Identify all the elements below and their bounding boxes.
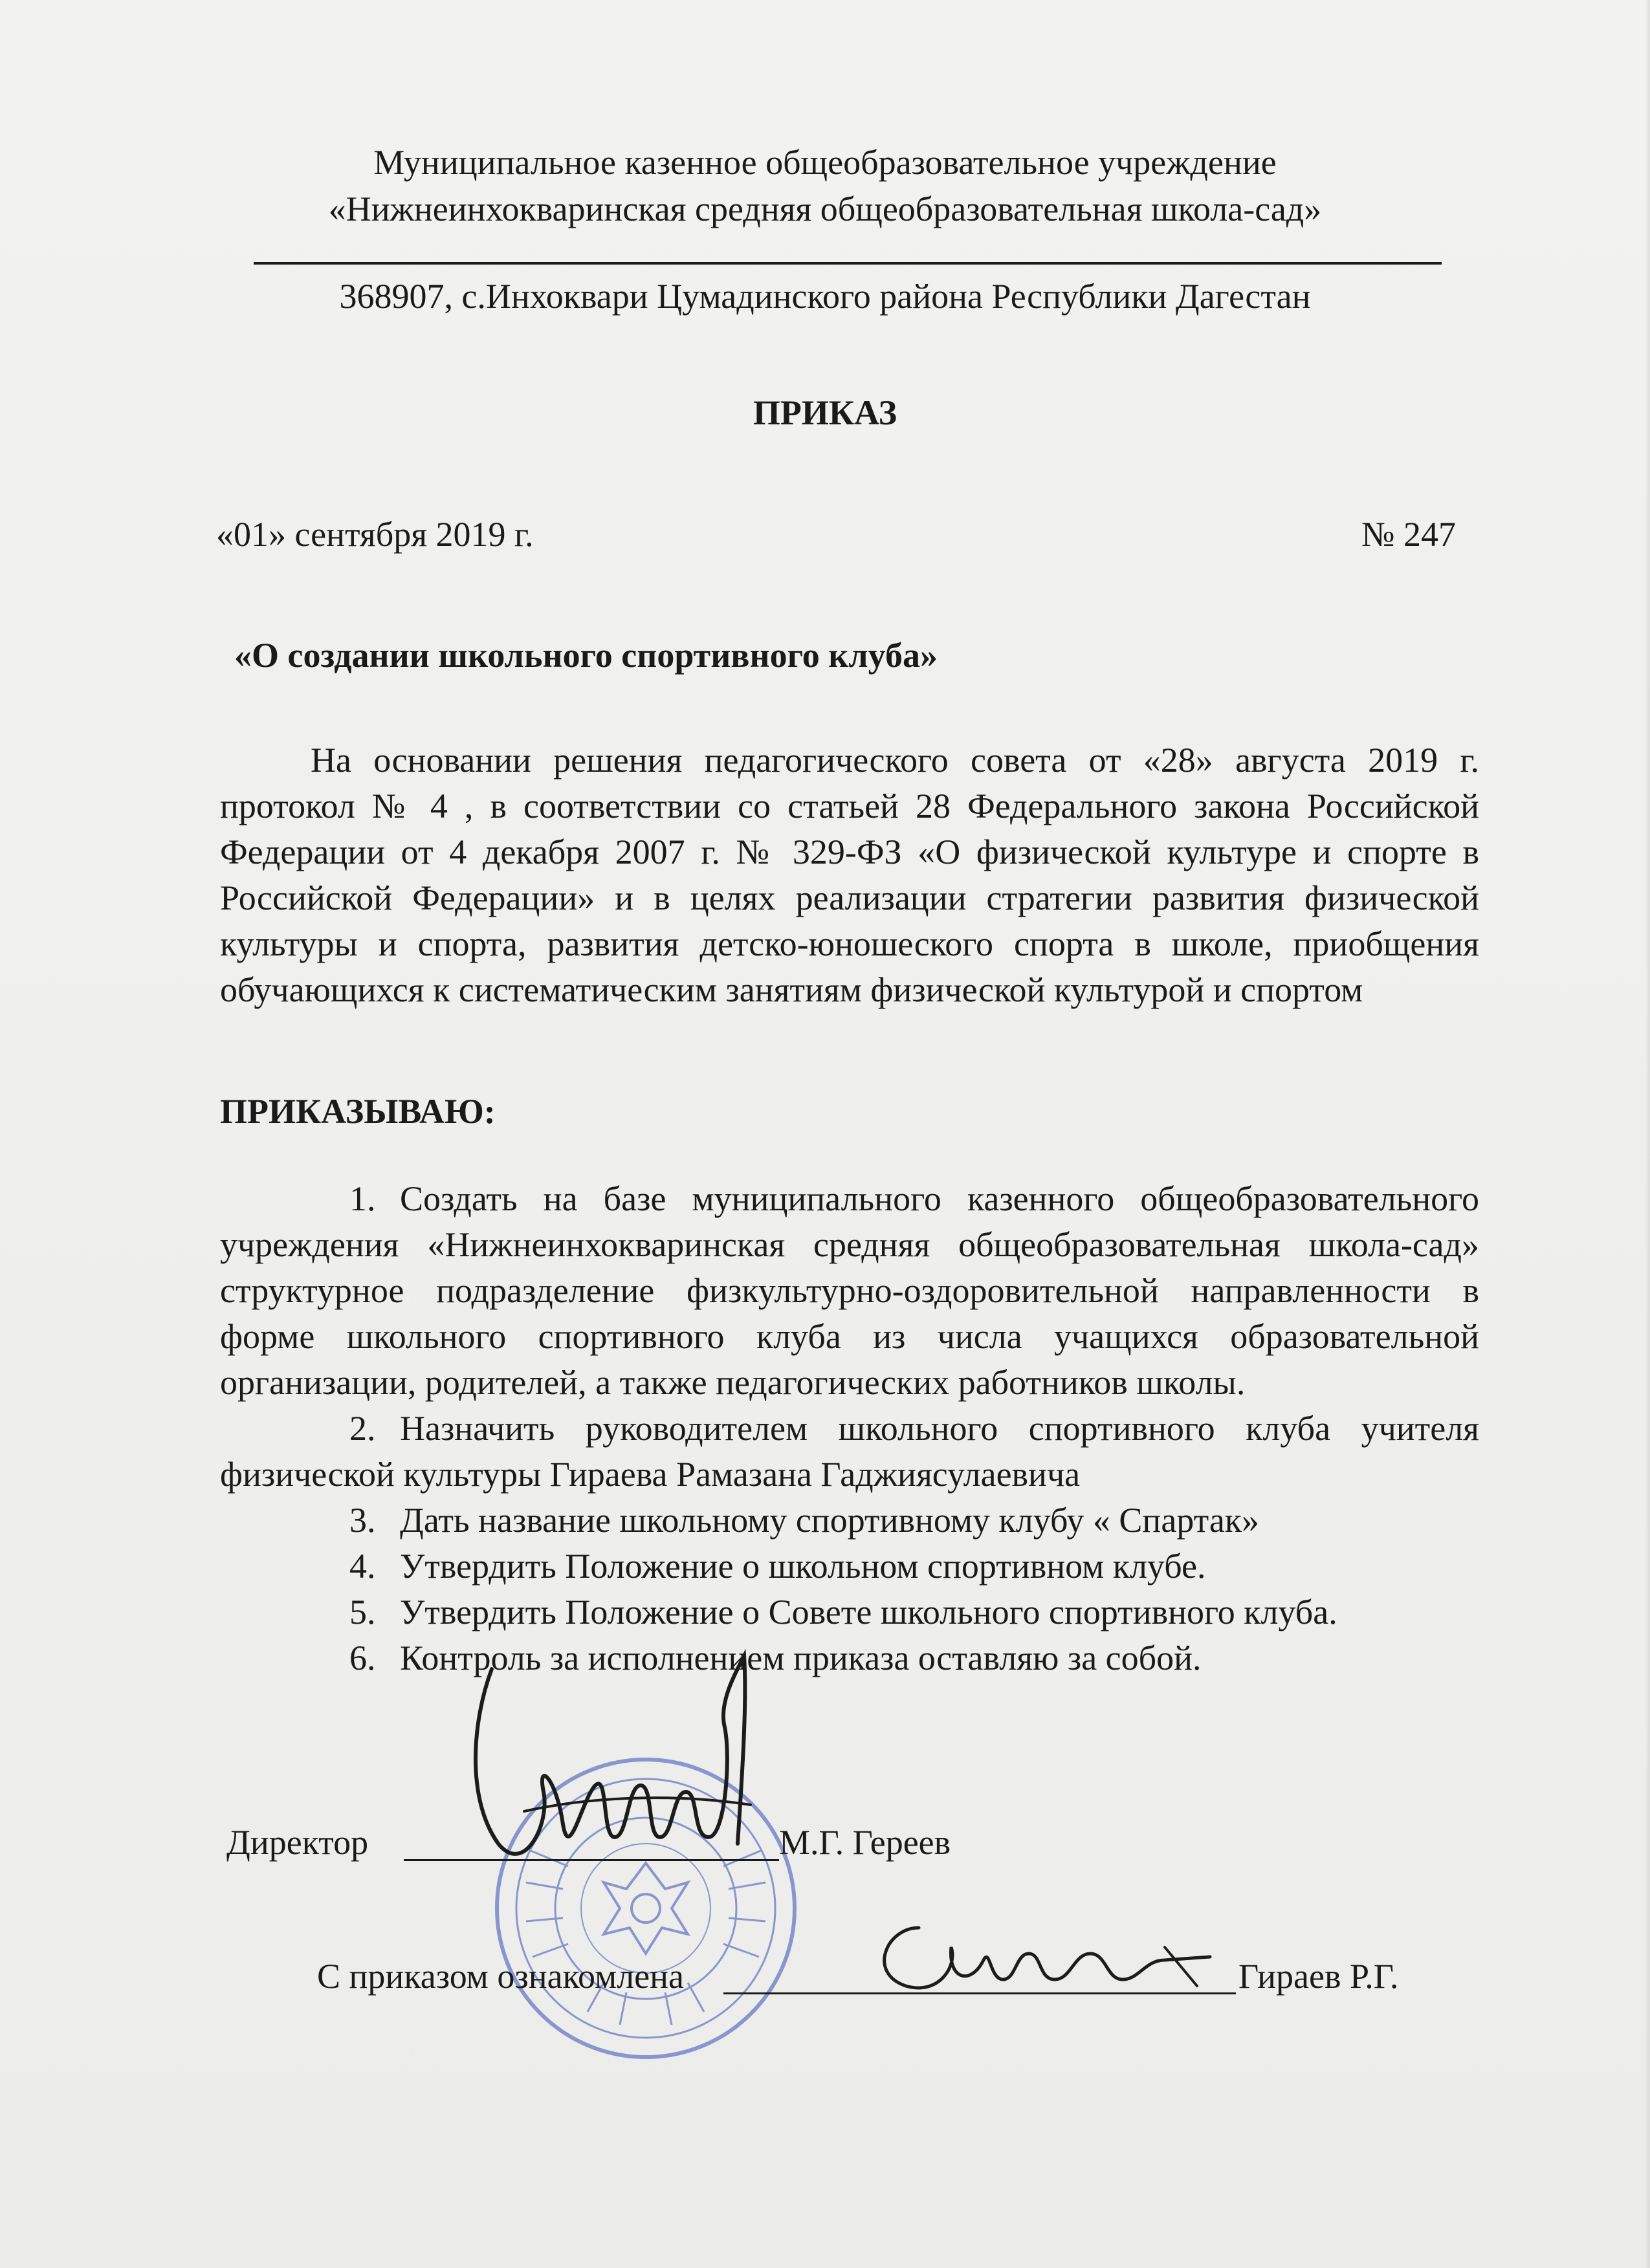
item-text: Контроль за исполнением приказа оставляю за собой. xyxy=(400,1639,1202,1677)
item-number: 1. xyxy=(349,1179,376,1218)
list-item xyxy=(220,1406,1479,1498)
acknowledgement-signature xyxy=(861,1889,1223,2018)
director-label: Директор xyxy=(226,1823,369,1862)
item-text: Создать на базе муниципального казенного общеобразовательного учреждения «Нижнеинхокваринская средняя общеобразовательная школа-сад» структурное подразделение физкультурно-оздоровительной направленности в форме школьного спортивного клуба из числа учащихся образовательной организации, родителей, а также педагогических работников школы. xyxy=(220,1179,1479,1402)
order-heading: ПРИКАЗЫВАЮ: xyxy=(220,1092,496,1131)
item-text: Утвердить Положение о школьном спортивном клубе. xyxy=(400,1547,1206,1586)
director-signature-line xyxy=(404,1859,779,1861)
acknowledgement-name: Гираев Р.Г. xyxy=(1238,1957,1399,1996)
item-number: 2. xyxy=(349,1409,376,1448)
item-text: Назначить руководителем школьного спортивного клуба учителя физической культуры Гираева Рамазана Гаджиясулаевича xyxy=(220,1409,1479,1494)
organization-name-line2: «Нижнеинхокваринская средняя общеобразовательная школа-сад» xyxy=(328,190,1322,228)
director-signature xyxy=(453,1630,815,1902)
item-number: 3. xyxy=(349,1501,376,1540)
acknowledgement-signature-line xyxy=(723,1992,1236,1994)
order-items-list xyxy=(220,1176,1479,1681)
organization-name-line1: Муниципальное казенное общеобразовательное учреждение xyxy=(373,143,1277,182)
document-date: «01» сентября 2019 г. xyxy=(216,515,534,554)
item-text: Утвердить Положение о Совете школьного спортивного клуба. xyxy=(400,1593,1337,1631)
item-number: 6. xyxy=(349,1639,376,1677)
item-number: 4. xyxy=(349,1547,376,1586)
document-title: ПРИКАЗ xyxy=(753,393,897,432)
item-number: 5. xyxy=(349,1593,376,1631)
scan-edge-shadow xyxy=(1645,0,1650,2268)
list-item xyxy=(220,1589,1479,1635)
header-divider xyxy=(254,262,1442,265)
organization-address: 368907, с.Инхоквари Цумадинского района Республики Дагестан xyxy=(339,277,1311,316)
list-item xyxy=(220,1543,1479,1589)
list-item xyxy=(220,1498,1479,1543)
item-text: Дать название школьному спортивному клубу « Спартак» xyxy=(400,1501,1260,1540)
list-item xyxy=(220,1635,1479,1681)
document-subject: «О создании школьного спортивного клуба» xyxy=(234,636,938,675)
document-number: № 247 xyxy=(1361,515,1457,554)
director-name: М.Г. Гереев xyxy=(779,1823,951,1862)
list-item xyxy=(220,1176,1479,1406)
acknowledgement-label: С приказом ознакомлена xyxy=(317,1957,684,1996)
preamble-paragraph: На основании решения педагогического совета от «28» августа 2019 г. протокол № 4 , в соответствии со статьей 28 Федерального закона Российской Федерации от 4 декабря 2007 г. № 329-ФЗ «О физической культуре и спорте в Российской Федерации» и в целях реализации стратегии развития физической культуры и спорта, развития детско-юношеского спорта в школе, приобщения обучающихся к систематическим занятиям физической культурой и спортом xyxy=(220,741,1479,1009)
